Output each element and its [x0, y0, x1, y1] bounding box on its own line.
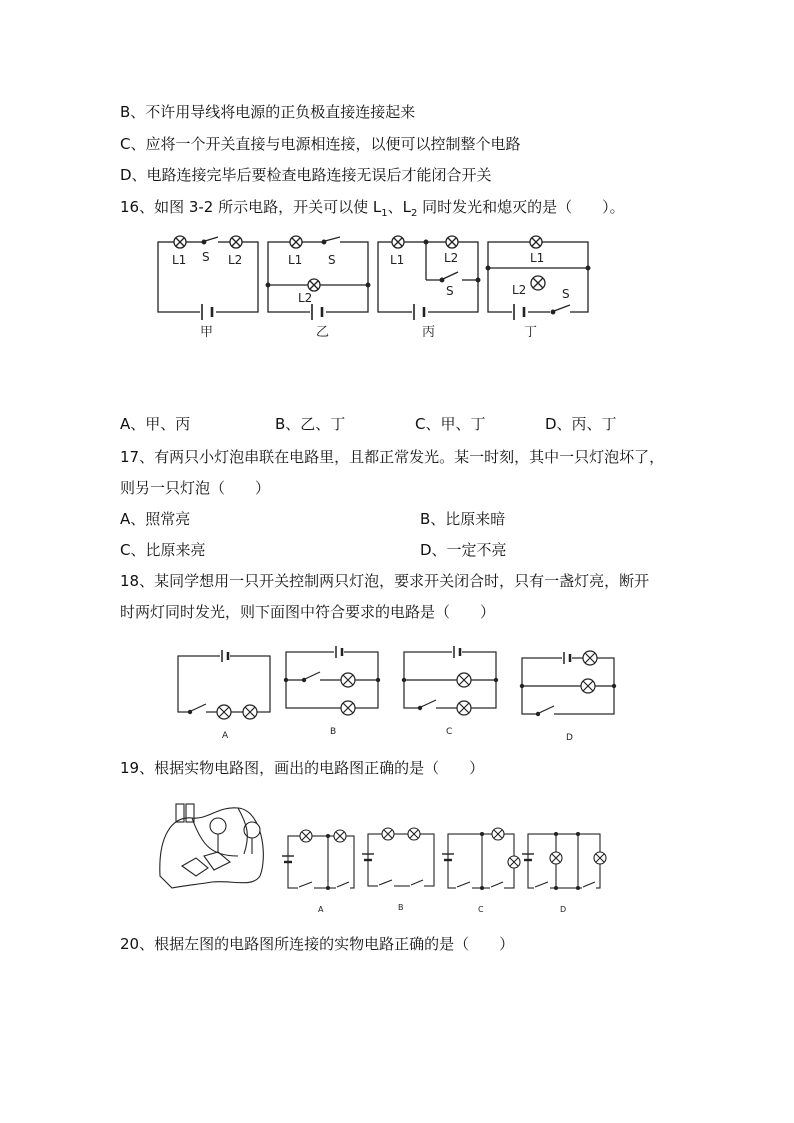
q15-option-b: B、不许用导线将电源的正负极直接连接起来 [120, 103, 416, 121]
circuit-q19-d [522, 833, 606, 915]
q18-label-a: A [222, 731, 229, 741]
yi-label: 乙 [316, 325, 330, 340]
circuit-q18-b [284, 646, 379, 737]
q16-sub-2: 2 [410, 208, 418, 219]
q15-option-d: D、电路连接完毕后要检查电路连接无误后才能闭合开关 [120, 166, 492, 184]
circuit-q18-c [402, 646, 497, 737]
q17-option-c: C、比原来亮 [120, 541, 206, 559]
yi-label-l2: L2 [298, 291, 313, 305]
jia-label-s: S [202, 250, 210, 264]
jia-label-l1: L1 [172, 253, 187, 267]
q20-stem: 20、根据左图的电路图所连接的实物电路正确的是（ ） [120, 935, 515, 953]
circuit-q19-b [362, 828, 434, 912]
ding-label-s: S [562, 287, 570, 301]
q19-circuit-figure [152, 796, 622, 920]
q19-stem: 19、根据实物电路图，画出的电路图正确的是（ ） [120, 759, 485, 777]
q17-option-b: B、比原来暗 [420, 510, 506, 528]
q16-stem-b: 同时发光和熄灭的是（ ）。 [417, 198, 625, 216]
q16-option-c: C、甲、丁 [415, 415, 486, 433]
q19-label-b: B [398, 903, 404, 912]
q17-stem-line2: 则另一只灯泡（ ） [120, 479, 271, 497]
bing-label-l2: L2 [444, 251, 459, 265]
circuit-jia [158, 236, 258, 340]
q19-label-c: C [478, 905, 484, 914]
ding-label: 丁 [524, 325, 538, 340]
circuit-bing [378, 236, 480, 340]
circuit-q19-a [282, 830, 354, 914]
q18-label-c: C [446, 727, 453, 737]
q16-option-a: A、甲、丙 [120, 415, 191, 433]
q17-option-d: D、一定不亮 [420, 541, 507, 559]
q19-physical-circuit-drawing [160, 804, 264, 888]
q17-stem-line1: 17、有两只小灯泡串联在电路里，且都正常发光。某一时刻，其中一只灯泡坏了， [120, 448, 665, 466]
q16-circuit-figure [150, 228, 600, 348]
q16-option-b: B、乙、丁 [275, 415, 346, 433]
q18-circuit-figure [170, 640, 630, 750]
circuit-q19-c [442, 828, 520, 914]
q19-label-d: D [560, 905, 567, 914]
jia-label: 甲 [200, 325, 214, 340]
circuit-ding [486, 236, 590, 340]
q18-stem-line2: 时两灯同时发光，则下面图中符合要求的电路是（ ） [120, 603, 496, 621]
q18-label-d: D [566, 733, 573, 743]
q16-stem-a: 16、如图 3-2 所示电路，开关可以使 L [120, 198, 382, 216]
circuit-q18-d [520, 651, 615, 743]
ding-label-l1: L1 [530, 251, 545, 265]
q16-stem [120, 197, 625, 224]
q15-option-c: C、应将一个开关直接与电源相连接，以便可以控制整个电路 [120, 135, 521, 153]
q16-option-d: D、丙、丁 [545, 415, 617, 433]
circuit-q18-a [178, 650, 270, 741]
bing-label-l1: L1 [390, 253, 405, 267]
q17-option-a: A、照常亮 [120, 510, 191, 528]
yi-label-l1: L1 [288, 253, 303, 267]
q18-label-b: B [330, 727, 337, 737]
q18-stem-line1: 18、某同学想用一只开关控制两只灯泡，要求开关闭合时，只有一盏灯亮，断开 [120, 572, 650, 590]
bing-label-s: S [446, 284, 454, 298]
bing-label: 丙 [422, 325, 436, 340]
yi-label-s: S [328, 253, 336, 267]
q19-label-a: A [318, 905, 324, 914]
q16-mid: 、L [387, 198, 411, 216]
circuit-yi [266, 236, 370, 340]
q16-sub-1: 1 [381, 208, 388, 219]
jia-label-l2: L2 [228, 253, 243, 267]
ding-label-l2: L2 [512, 283, 527, 297]
